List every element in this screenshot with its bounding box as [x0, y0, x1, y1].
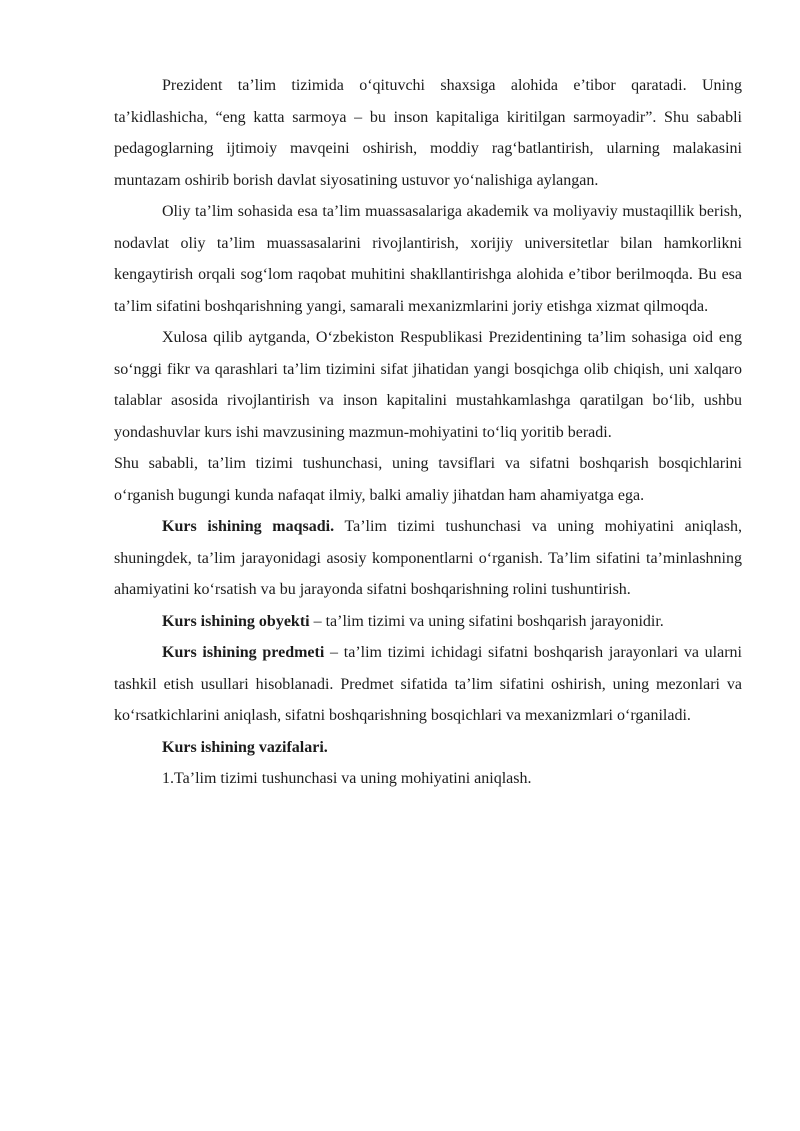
paragraph-course-object — [114, 606, 742, 638]
course-object-text: – ta’lim tizimi va uning sifatini boshqarish jarayonidir. — [309, 612, 664, 630]
document-page — [114, 70, 742, 795]
paragraph-higher-education: Oliy ta’lim sohasida esa ta’lim muassasalariga akademik va moliyaviy mustaqillik berish, nodavlat oliy ta’lim muassasalarini rivojlantirish, xorijiy universitetlar bilan hamkorlikni kengaytirish orqali sog‘lom raqobat muhitini shakllantirishga alohida e’tibor berilmoqda. Bu esa ta’lim sifatini boshqarishning yangi, samarali mexanizmlarini joriy etishga xizmat qilmoqda. — [114, 203, 742, 315]
paragraph-course-subject — [114, 637, 742, 732]
heading-course-tasks: Kurs ishining vazifalari. — [162, 738, 328, 756]
paragraph-course-goal — [114, 511, 742, 606]
heading-course-subject: Kurs ishining predmeti — [162, 644, 325, 661]
paragraph-importance: Shu sababli, ta’lim tizimi tushunchasi, uning tavsiflari va sifatni boshqarish bosqichlarini o‘rganish bugungi kunda nafaqat ilmiy, balki amaliy jihatdan ham ahamiyatga ega. — [114, 455, 742, 504]
paragraph-conclusion: Xulosa qilib aytganda, O‘zbekiston Respublikasi Prezidentining ta’lim sohasiga oid eng so‘nggi fikr va qarashlari ta’lim tizimini sifat jihatidan yangi bosqichga olib chiqish, uni xalqaro talablar asosida rivojlantirish va inson kapitalini mustahkamlashga qaratilgan bo‘lib, ushbu yondashuvlar kurs ishi mavzusining mazmun-mohiyatini to‘liq yoritib beradi. — [114, 329, 742, 441]
course-subject-text: – ta’lim tizimi ichidagi sifatni boshqarish jarayonlari va ularni tashkil etish usullari hisoblanadi. Predmet sifatida ta’lim sifatini oshirish, uning mezonlari va ko‘rsatkichlarini aniqlash, sifatni boshqarishning bosqichlari va mexanizmlari o‘rganiladi. — [114, 644, 743, 724]
heading-course-goal: Kurs ishining maqsadi. — [162, 518, 335, 535]
paragraph-teacher-focus: Prezident ta’lim tizimida o‘qituvchi shaxsiga alohida e’tibor qaratadi. Uning ta’kidlashicha, “eng katta sarmoya – bu inson kapitaliga kiritilgan sarmoyadir”. Shu sababli pedagoglarning ijtimoiy mavqeini oshirish, moddiy rag‘batlantirish, ularning malakasini muntazam oshirib borish davlat siyosatining ustuvor yo‘nalishiga aylangan. — [114, 77, 742, 189]
paragraph-course-tasks — [114, 732, 742, 764]
heading-course-object: Kurs ishining obyekti — [162, 612, 310, 630]
course-goal-text: Ta’lim tizimi tushunchasi va uning mohiyatini aniqlash, shuningdek, ta’lim jarayonidagi asosiy komponentlarni o‘rganish. Ta’lim sifatini ta’minlashning ahamiyatini ko‘rsatish va bu jarayonda sifatni boshqarishning rolini tushuntirish. — [114, 518, 742, 598]
list-item-task-1: 1.Ta’lim tizimi tushunchasi va uning mohiyatini aniqlash. — [162, 770, 532, 787]
